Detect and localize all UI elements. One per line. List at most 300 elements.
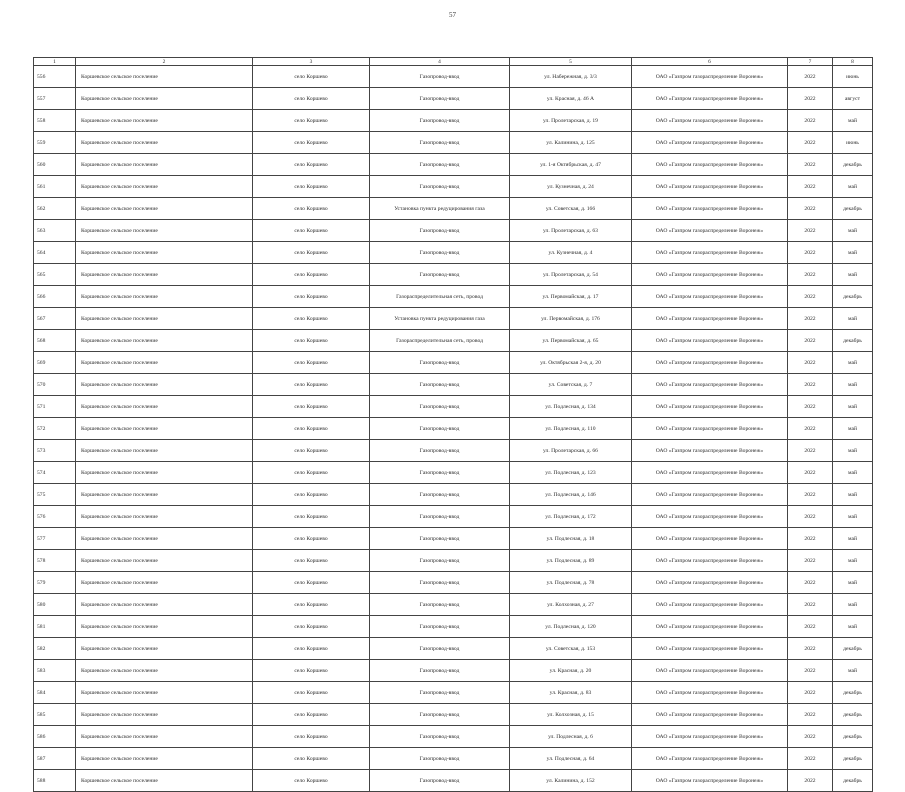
object-type: Газопровод-ввод — [370, 66, 510, 88]
table-row — [34, 616, 873, 638]
organization: ОАО «Газпром газораспределение Воронеж» — [632, 704, 788, 726]
year: 2022 — [788, 330, 833, 352]
locality-name: село Коршево — [253, 132, 370, 154]
row-number: 588 — [34, 770, 76, 792]
object-type: Газопровод-ввод — [370, 594, 510, 616]
row-number: 556 — [34, 66, 76, 88]
organization: ОАО «Газпром газораспределение Воронеж» — [632, 242, 788, 264]
locality-name: село Коршево — [253, 418, 370, 440]
col-settlement-header: 2 — [76, 58, 253, 66]
settlement-name: Коршевское сельское поселение — [76, 396, 253, 418]
month: май — [833, 440, 873, 462]
table-row — [34, 242, 873, 264]
organization: ОАО «Газпром газораспределение Воронеж» — [632, 286, 788, 308]
year: 2022 — [788, 176, 833, 198]
address: ул. Пролетарская, д. 19 — [510, 110, 632, 132]
organization: ОАО «Газпром газораспределение Воронеж» — [632, 594, 788, 616]
table-row — [34, 330, 873, 352]
address: ул. Пролетарская, д. 63 — [510, 220, 632, 242]
month: май — [833, 374, 873, 396]
organization: ОАО «Газпром газораспределение Воронеж» — [632, 770, 788, 792]
object-type: Газопровод-ввод — [370, 572, 510, 594]
address: ул. Подлесная, д. 64 — [510, 748, 632, 770]
object-type: Газопровод-ввод — [370, 264, 510, 286]
row-number: 586 — [34, 726, 76, 748]
table-row — [34, 660, 873, 682]
table-row — [34, 418, 873, 440]
row-number: 578 — [34, 550, 76, 572]
address: ул. Красная, д. 83 — [510, 682, 632, 704]
object-type: Установка пункта редуцирования газа — [370, 308, 510, 330]
month: декабрь — [833, 770, 873, 792]
row-number: 585 — [34, 704, 76, 726]
col-address-header: 5 — [510, 58, 632, 66]
table-row — [34, 374, 873, 396]
month: июнь — [833, 66, 873, 88]
row-number: 583 — [34, 660, 76, 682]
year: 2022 — [788, 528, 833, 550]
month: декабрь — [833, 748, 873, 770]
row-number: 563 — [34, 220, 76, 242]
month: август — [833, 88, 873, 110]
row-number: 566 — [34, 286, 76, 308]
month: май — [833, 660, 873, 682]
row-number: 557 — [34, 88, 76, 110]
year: 2022 — [788, 550, 833, 572]
organization: ОАО «Газпром газораспределение Воронеж» — [632, 682, 788, 704]
address: ул. Красная, д. 20 — [510, 660, 632, 682]
organization: ОАО «Газпром газораспределение Воронеж» — [632, 506, 788, 528]
settlement-name: Коршевское сельское поселение — [76, 638, 253, 660]
organization: ОАО «Газпром газораспределение Воронеж» — [632, 264, 788, 286]
table-row — [34, 88, 873, 110]
organization: ОАО «Газпром газораспределение Воронеж» — [632, 418, 788, 440]
organization: ОАО «Газпром газораспределение Воронеж» — [632, 396, 788, 418]
object-type: Газопровод-ввод — [370, 704, 510, 726]
organization: ОАО «Газпром газораспределение Воронеж» — [632, 330, 788, 352]
settlement-name: Коршевское сельское поселение — [76, 176, 253, 198]
row-number: 574 — [34, 462, 76, 484]
settlement-name: Коршевское сельское поселение — [76, 484, 253, 506]
table-row — [34, 704, 873, 726]
object-type: Газопровод-ввод — [370, 440, 510, 462]
month: май — [833, 110, 873, 132]
locality-name: село Коршево — [253, 704, 370, 726]
address: ул. Советская, д. 7 — [510, 374, 632, 396]
settlement-name: Коршевское сельское поселение — [76, 572, 253, 594]
month: май — [833, 220, 873, 242]
object-type: Газопровод-ввод — [370, 352, 510, 374]
table-row — [34, 638, 873, 660]
settlement-name: Коршевское сельское поселение — [76, 154, 253, 176]
month: май — [833, 242, 873, 264]
address: ул. Красная, д. 46 А — [510, 88, 632, 110]
locality-name: село Коршево — [253, 550, 370, 572]
col-num-header: 1 — [34, 58, 76, 66]
object-type: Газопровод-ввод — [370, 374, 510, 396]
year: 2022 — [788, 374, 833, 396]
table-row — [34, 748, 873, 770]
year: 2022 — [788, 220, 833, 242]
organization: ОАО «Газпром газораспределение Воронеж» — [632, 572, 788, 594]
settlement-name: Коршевское сельское поселение — [76, 242, 253, 264]
settlement-name: Коршевское сельское поселение — [76, 88, 253, 110]
address: ул. Колхозная, д. 27 — [510, 594, 632, 616]
year: 2022 — [788, 484, 833, 506]
settlement-name: Коршевское сельское поселение — [76, 616, 253, 638]
address: ул. Подлесная, д. 78 — [510, 572, 632, 594]
table-row — [34, 264, 873, 286]
year: 2022 — [788, 462, 833, 484]
organization: ОАО «Газпром газораспределение Воронеж» — [632, 550, 788, 572]
month: май — [833, 308, 873, 330]
month: май — [833, 594, 873, 616]
object-type: Газопровод-ввод — [370, 726, 510, 748]
row-number: 587 — [34, 748, 76, 770]
object-type: Газопровод-ввод — [370, 550, 510, 572]
year: 2022 — [788, 308, 833, 330]
object-type: Газопровод-ввод — [370, 748, 510, 770]
table-row — [34, 176, 873, 198]
month: декабрь — [833, 286, 873, 308]
settlement-name: Коршевское сельское поселение — [76, 308, 253, 330]
year: 2022 — [788, 396, 833, 418]
year: 2022 — [788, 770, 833, 792]
address: ул. Советская, д. 166 — [510, 198, 632, 220]
settlement-name: Коршевское сельское поселение — [76, 330, 253, 352]
settlement-name: Коршевское сельское поселение — [76, 682, 253, 704]
year: 2022 — [788, 418, 833, 440]
object-type: Газопровод-ввод — [370, 154, 510, 176]
address: ул. Калинина, д. 125 — [510, 132, 632, 154]
month: май — [833, 418, 873, 440]
organization: ОАО «Газпром газораспределение Воронеж» — [632, 154, 788, 176]
settlement-name: Коршевское сельское поселение — [76, 726, 253, 748]
locality-name: село Коршево — [253, 484, 370, 506]
settlement-name: Коршевское сельское поселение — [76, 748, 253, 770]
month: май — [833, 264, 873, 286]
table-row — [34, 352, 873, 374]
object-type: Газопровод-ввод — [370, 616, 510, 638]
settlement-name: Коршевское сельское поселение — [76, 462, 253, 484]
object-type: Газопровод-ввод — [370, 396, 510, 418]
address: ул. Первомайская, д. 65 — [510, 330, 632, 352]
address: ул. Подлесная, д. 89 — [510, 550, 632, 572]
row-number: 560 — [34, 154, 76, 176]
row-number: 567 — [34, 308, 76, 330]
year: 2022 — [788, 594, 833, 616]
locality-name: село Коршево — [253, 440, 370, 462]
organization: ОАО «Газпром газораспределение Воронеж» — [632, 198, 788, 220]
settlement-name: Коршевское сельское поселение — [76, 440, 253, 462]
locality-name: село Коршево — [253, 528, 370, 550]
gas-registry-table — [33, 57, 873, 792]
locality-name: село Коршево — [253, 110, 370, 132]
object-type: Газопровод-ввод — [370, 110, 510, 132]
organization: ОАО «Газпром газораспределение Воронеж» — [632, 484, 788, 506]
table-row — [34, 682, 873, 704]
col-locality-header: 3 — [253, 58, 370, 66]
col-year-header: 7 — [788, 58, 833, 66]
col-object-header: 4 — [370, 58, 510, 66]
year: 2022 — [788, 682, 833, 704]
settlement-name: Коршевское сельское поселение — [76, 286, 253, 308]
locality-name: село Коршево — [253, 330, 370, 352]
object-type: Газораспределительная сеть, провод — [370, 330, 510, 352]
col-month-header: 8 — [833, 58, 873, 66]
object-type: Газопровод-ввод — [370, 132, 510, 154]
settlement-name: Коршевское сельское поселение — [76, 506, 253, 528]
locality-name: село Коршево — [253, 726, 370, 748]
organization: ОАО «Газпром газораспределение Воронеж» — [632, 726, 788, 748]
row-number: 564 — [34, 242, 76, 264]
month: декабрь — [833, 330, 873, 352]
row-number: 573 — [34, 440, 76, 462]
locality-name: село Коршево — [253, 88, 370, 110]
row-number: 582 — [34, 638, 76, 660]
year: 2022 — [788, 726, 833, 748]
organization: ОАО «Газпром газораспределение Воронеж» — [632, 66, 788, 88]
table-row — [34, 308, 873, 330]
locality-name: село Коршево — [253, 660, 370, 682]
locality-name: село Коршево — [253, 154, 370, 176]
address: ул. 1-я Октябрьская, д. 47 — [510, 154, 632, 176]
locality-name: село Коршево — [253, 176, 370, 198]
object-type: Газопровод-ввод — [370, 484, 510, 506]
locality-name: село Коршево — [253, 66, 370, 88]
settlement-name: Коршевское сельское поселение — [76, 66, 253, 88]
locality-name: село Коршево — [253, 286, 370, 308]
locality-name: село Коршево — [253, 506, 370, 528]
month: декабрь — [833, 154, 873, 176]
settlement-name: Коршевское сельское поселение — [76, 110, 253, 132]
object-type: Газопровод-ввод — [370, 88, 510, 110]
organization: ОАО «Газпром газораспределение Воронеж» — [632, 440, 788, 462]
locality-name: село Коршево — [253, 594, 370, 616]
year: 2022 — [788, 66, 833, 88]
table-row — [34, 572, 873, 594]
settlement-name: Коршевское сельское поселение — [76, 770, 253, 792]
address: ул. Подлесная, д. 146 — [510, 484, 632, 506]
row-number: 562 — [34, 198, 76, 220]
address: ул. Подлесная, д. 6 — [510, 726, 632, 748]
organization: ОАО «Газпром газораспределение Воронеж» — [632, 462, 788, 484]
month: май — [833, 484, 873, 506]
year: 2022 — [788, 198, 833, 220]
address: ул. Первомайская, д. 176 — [510, 308, 632, 330]
month: декабрь — [833, 726, 873, 748]
organization: ОАО «Газпром газораспределение Воронеж» — [632, 352, 788, 374]
address: ул. Пролетарская, д. 66 — [510, 440, 632, 462]
address: ул. Пролетарская, д. 54 — [510, 264, 632, 286]
row-number: 577 — [34, 528, 76, 550]
table-row — [34, 462, 873, 484]
organization: ОАО «Газпром газораспределение Воронеж» — [632, 110, 788, 132]
month: май — [833, 528, 873, 550]
object-type: Газопровод-ввод — [370, 660, 510, 682]
object-type: Газопровод-ввод — [370, 220, 510, 242]
locality-name: село Коршево — [253, 638, 370, 660]
address: ул. Советская, д. 153 — [510, 638, 632, 660]
organization: ОАО «Газпром газораспределение Воронеж» — [632, 176, 788, 198]
settlement-name: Коршевское сельское поселение — [76, 594, 253, 616]
row-number: 576 — [34, 506, 76, 528]
settlement-name: Коршевское сельское поселение — [76, 264, 253, 286]
table-row — [34, 154, 873, 176]
object-type: Газопровод-ввод — [370, 418, 510, 440]
organization: ОАО «Газпром газораспределение Воронеж» — [632, 308, 788, 330]
locality-name: село Коршево — [253, 264, 370, 286]
address: ул. Октябрьская 2-я, д. 20 — [510, 352, 632, 374]
table-row — [34, 110, 873, 132]
year: 2022 — [788, 704, 833, 726]
table-row — [34, 66, 873, 88]
row-number: 568 — [34, 330, 76, 352]
row-number: 580 — [34, 594, 76, 616]
organization: ОАО «Газпром газораспределение Воронеж» — [632, 132, 788, 154]
locality-name: село Коршево — [253, 396, 370, 418]
page-number: 57 — [449, 11, 456, 19]
month: май — [833, 506, 873, 528]
settlement-name: Коршевское сельское поселение — [76, 704, 253, 726]
year: 2022 — [788, 352, 833, 374]
settlement-name: Коршевское сельское поселение — [76, 220, 253, 242]
organization: ОАО «Газпром газораспределение Воронеж» — [632, 528, 788, 550]
row-number: 581 — [34, 616, 76, 638]
settlement-name: Коршевское сельское поселение — [76, 352, 253, 374]
settlement-name: Коршевское сельское поселение — [76, 374, 253, 396]
year: 2022 — [788, 748, 833, 770]
locality-name: село Коршево — [253, 220, 370, 242]
organization: ОАО «Газпром газораспределение Воронеж» — [632, 616, 788, 638]
month: май — [833, 396, 873, 418]
address: ул. Подлесная, д. 123 — [510, 462, 632, 484]
object-type: Установка пункта редуцирования газа — [370, 198, 510, 220]
row-number: 571 — [34, 396, 76, 418]
object-type: Газопровод-ввод — [370, 770, 510, 792]
year: 2022 — [788, 88, 833, 110]
year: 2022 — [788, 154, 833, 176]
address: ул. Кузнечная, д. 4 — [510, 242, 632, 264]
settlement-name: Коршевское сельское поселение — [76, 132, 253, 154]
table-row — [34, 440, 873, 462]
table-row — [34, 198, 873, 220]
table-row — [34, 132, 873, 154]
object-type: Газопровод-ввод — [370, 506, 510, 528]
locality-name: село Коршево — [253, 242, 370, 264]
month: май — [833, 616, 873, 638]
address: ул. Первомайская, д. 17 — [510, 286, 632, 308]
address: ул. Подлесная, д. 110 — [510, 418, 632, 440]
table-row — [34, 220, 873, 242]
table-row — [34, 506, 873, 528]
address: ул. Кузнечная, д. 24 — [510, 176, 632, 198]
row-number: 561 — [34, 176, 76, 198]
header-row — [34, 58, 873, 66]
month: декабрь — [833, 704, 873, 726]
address: ул. Набережная, д. 3/3 — [510, 66, 632, 88]
table-row — [34, 286, 873, 308]
row-number: 569 — [34, 352, 76, 374]
table-row — [34, 550, 873, 572]
locality-name: село Коршево — [253, 770, 370, 792]
month: декабрь — [833, 638, 873, 660]
object-type: Газораспределительная сеть, провод — [370, 286, 510, 308]
object-type: Газопровод-ввод — [370, 638, 510, 660]
year: 2022 — [788, 264, 833, 286]
table-row — [34, 484, 873, 506]
month: май — [833, 572, 873, 594]
table-row — [34, 770, 873, 792]
row-number: 570 — [34, 374, 76, 396]
organization: ОАО «Газпром газораспределение Воронеж» — [632, 374, 788, 396]
object-type: Газопровод-ввод — [370, 176, 510, 198]
month: май — [833, 462, 873, 484]
year: 2022 — [788, 638, 833, 660]
table-row — [34, 726, 873, 748]
organization: ОАО «Газпром газораспределение Воронеж» — [632, 220, 788, 242]
organization: ОАО «Газпром газораспределение Воронеж» — [632, 660, 788, 682]
year: 2022 — [788, 440, 833, 462]
object-type: Газопровод-ввод — [370, 682, 510, 704]
settlement-name: Коршевское сельское поселение — [76, 528, 253, 550]
year: 2022 — [788, 506, 833, 528]
locality-name: село Коршево — [253, 308, 370, 330]
organization: ОАО «Газпром газораспределение Воронеж» — [632, 638, 788, 660]
year: 2022 — [788, 572, 833, 594]
object-type: Газопровод-ввод — [370, 528, 510, 550]
col-organization-header: 6 — [632, 58, 788, 66]
month: декабрь — [833, 198, 873, 220]
locality-name: село Коршево — [253, 374, 370, 396]
row-number: 575 — [34, 484, 76, 506]
year: 2022 — [788, 132, 833, 154]
settlement-name: Коршевское сельское поселение — [76, 418, 253, 440]
year: 2022 — [788, 110, 833, 132]
settlement-name: Коршевское сельское поселение — [76, 660, 253, 682]
year: 2022 — [788, 660, 833, 682]
month: декабрь — [833, 682, 873, 704]
settlement-name: Коршевское сельское поселение — [76, 198, 253, 220]
row-number: 565 — [34, 264, 76, 286]
row-number: 559 — [34, 132, 76, 154]
locality-name: село Коршево — [253, 616, 370, 638]
locality-name: село Коршево — [253, 352, 370, 374]
locality-name: село Коршево — [253, 682, 370, 704]
organization: ОАО «Газпром газораспределение Воронеж» — [632, 88, 788, 110]
table-row — [34, 528, 873, 550]
organization: ОАО «Газпром газораспределение Воронеж» — [632, 748, 788, 770]
address: ул. Подлесная, д. 172 — [510, 506, 632, 528]
locality-name: село Коршево — [253, 462, 370, 484]
row-number: 572 — [34, 418, 76, 440]
address: ул. Колхозная, д. 15 — [510, 704, 632, 726]
row-number: 558 — [34, 110, 76, 132]
month: май — [833, 550, 873, 572]
locality-name: село Коршево — [253, 748, 370, 770]
object-type: Газопровод-ввод — [370, 462, 510, 484]
month: май — [833, 176, 873, 198]
locality-name: село Коршево — [253, 198, 370, 220]
year: 2022 — [788, 286, 833, 308]
address: ул. Калинина, д. 152 — [510, 770, 632, 792]
settlement-name: Коршевское сельское поселение — [76, 550, 253, 572]
table-row — [34, 594, 873, 616]
year: 2022 — [788, 242, 833, 264]
row-number: 584 — [34, 682, 76, 704]
object-type: Газопровод-ввод — [370, 242, 510, 264]
table-row — [34, 396, 873, 418]
